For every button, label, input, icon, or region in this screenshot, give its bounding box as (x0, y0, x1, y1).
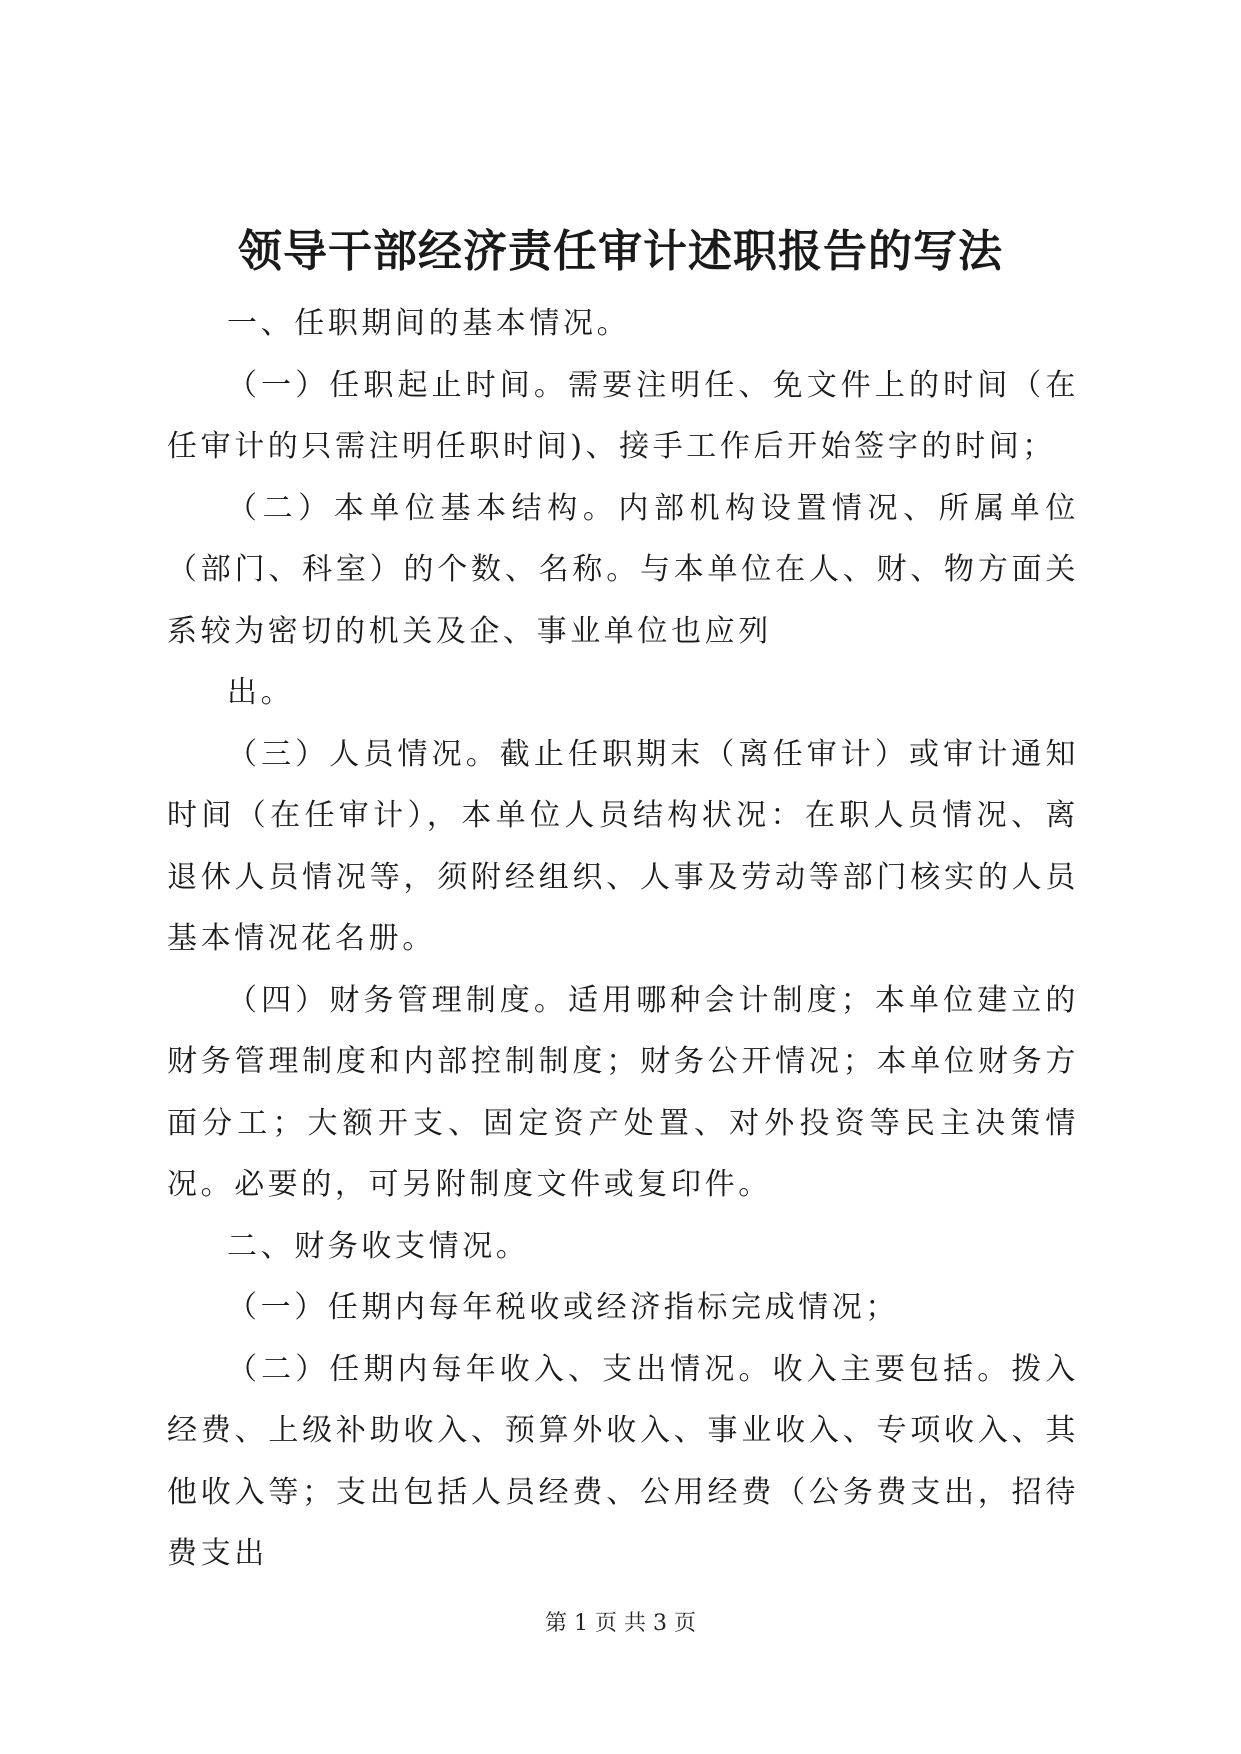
section-heading-1: 一、任职期间的基本情况。 (227, 306, 631, 341)
paragraph-unit-structure-continued: 出。 (227, 675, 295, 710)
section-heading-2: 二、财务收支情况。 (227, 1228, 530, 1264)
paragraph-tax-indicators: （一）任期内每年税收或经济指标完成情况； (227, 1290, 899, 1325)
document-body (167, 293, 1079, 1585)
page-footer: 第 1 页 共 3 页 (545, 1611, 696, 1636)
paragraph-staff: （三）人员情况。截止任职期末（离任审计）或审计通知时间（在任审计），本单位人员结构状况：在职人员情况、离退休人员情况等，须附经组织、人事及劳动等部门核实的人员基本情况花名册。 (167, 736, 1079, 956)
paragraph-income-expense: （二）任期内每年收入、支出情况。收入主要包括。拨入经费、上级补助收入、预算外收入、事业收入、专项收入、其他收入等；支出包括人员经费、公用经费（公务费支出，招待费支出 (167, 1351, 1079, 1571)
paragraph-finance-rules: （四）财务管理制度。适用哪种会计制度；本单位建立的财务管理制度和内部控制制度；财务公开情况；本单位财务方面分工；大额开支、固定资产处置、对外投资等民主决策情况。必要的，可另附制度文件或复印件。 (167, 982, 1079, 1202)
paragraph-unit-structure: （二）本单位基本结构。内部机构设置情况、所属单位（部门、科室）的个数、名称。与本单位在人、财、物方面关系较为密切的机关及企、事业单位也应列 (167, 490, 1079, 649)
document-title: 领导干部经济责任审计述职报告的写法 (238, 226, 1003, 277)
paragraph-term-dates: （一）任职起止时间。需要注明任、免文件上的时间（在任审计的只需注明任职时间)、接手工作后开始签字的时间； (167, 367, 1079, 464)
